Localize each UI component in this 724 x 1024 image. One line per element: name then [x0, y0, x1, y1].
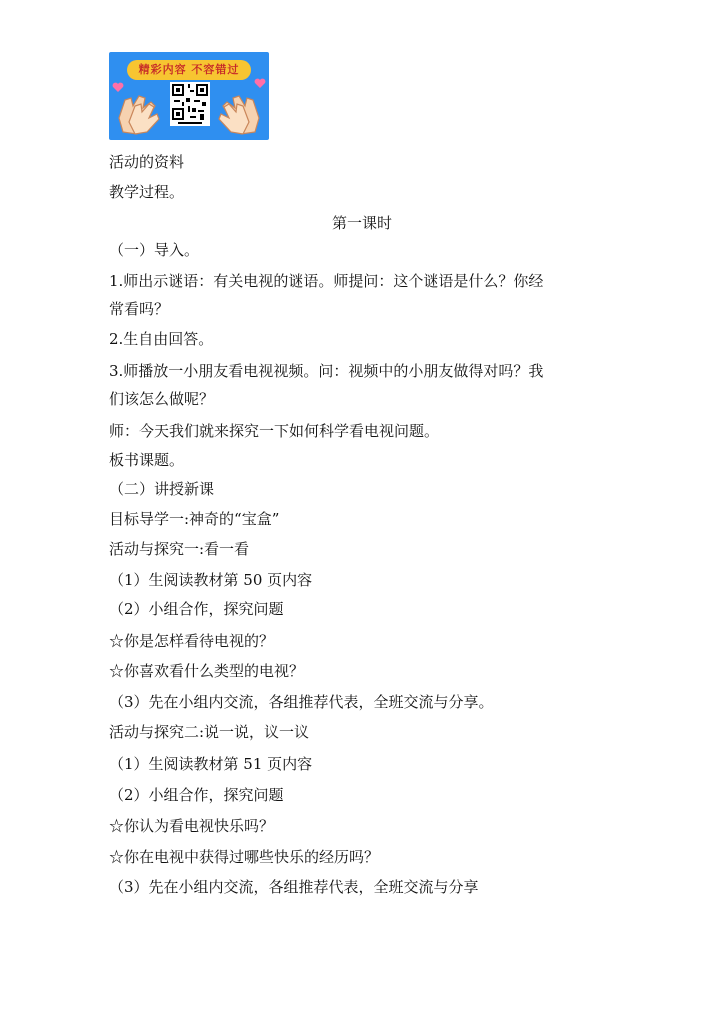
text-line: （一）导入。: [109, 241, 200, 259]
text-line: ☆你在电视中获得过哪些快乐的经历吗？: [109, 848, 380, 866]
text-line: ☆你是怎样看待电视的？: [109, 632, 275, 650]
text-line: 活动的资料: [109, 153, 185, 171]
text-line: （1）生阅读教材第 51 页内容: [109, 755, 313, 773]
text-line: 们该怎么做呢？: [109, 390, 215, 408]
text-line: （3）先在小组内交流，各组推荐代表，全班交流与分享: [109, 878, 479, 896]
text-line: 常看吗？: [109, 300, 170, 318]
text-line: （2）小组合作，探究问题: [109, 600, 284, 618]
promo-banner[interactable]: [109, 52, 269, 140]
text-line: 活动与探究一:看一看: [109, 540, 250, 558]
banner-title: 精彩内容 不容错过: [127, 60, 251, 80]
text-line: 教学过程。: [109, 183, 185, 201]
text-line: 1.师出示谜语：有关电视的谜语。师提问：这个谜语是什么？你经: [109, 272, 544, 290]
text-line: ☆你认为看电视快乐吗？: [109, 817, 275, 835]
text-line: 目标导学一:神奇的“宝盒”: [109, 510, 280, 528]
text-line: （2）小组合作，探究问题: [109, 786, 284, 804]
heart-icon: [254, 78, 266, 89]
clapping-hand-left-icon: [115, 92, 165, 136]
text-line: 2.生自由回答。: [109, 330, 214, 348]
text-line: 3.师播放一小朋友看电视视频。问：视频中的小朋友做得对吗？我: [109, 362, 544, 380]
text-line: （1）生阅读教材第 50 页内容: [109, 571, 313, 589]
text-line: 板书课题。: [109, 451, 185, 469]
text-line: （3）先在小组内交流，各组推荐代表，全班交流与分享。: [109, 693, 494, 711]
section-heading: 第一课时: [331, 214, 392, 232]
text-line: 活动与探究二:说一说，议一议: [109, 723, 310, 741]
heart-icon: [112, 82, 124, 93]
qr-code-icon[interactable]: [170, 82, 210, 126]
text-line: 师：今天我们就来探究一下如何科学看电视问题。: [109, 422, 440, 440]
text-line: ☆你喜欢看什么类型的电视？: [109, 662, 305, 680]
clapping-hand-right-icon: [213, 92, 263, 136]
text-line: （二）讲授新课: [109, 480, 215, 498]
